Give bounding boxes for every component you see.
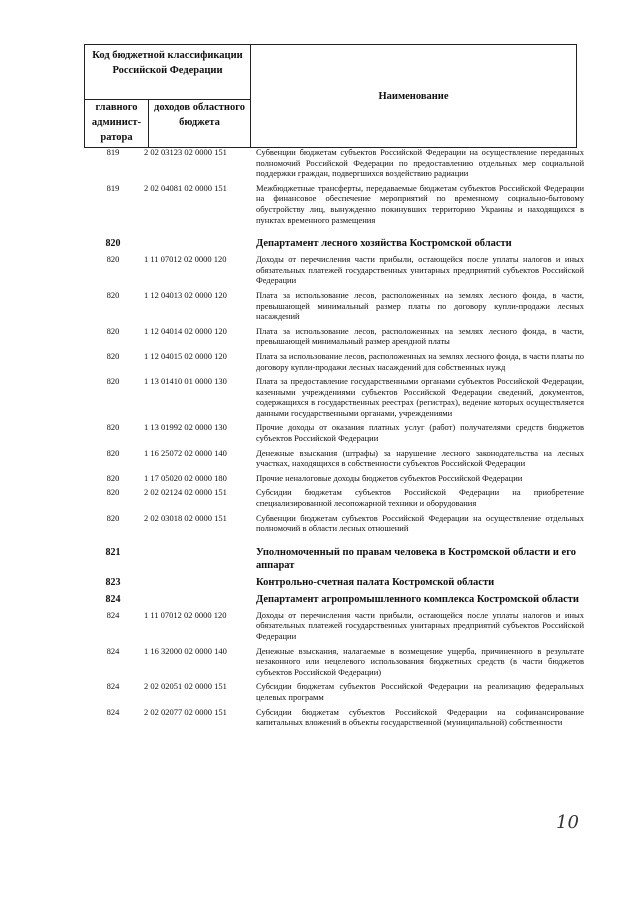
admin-code: 824 xyxy=(106,645,120,656)
table-row xyxy=(84,351,584,372)
income-code: 1 13 01410 01 0000 130 xyxy=(144,376,227,387)
income-code: 2 02 04081 02 0000 151 xyxy=(144,182,227,193)
row-name: Плата за использование лесов, расположенных на землях лесного фонда, в части, превышающей минимальный размер арендной платы xyxy=(256,325,584,347)
header-income: доходов областного бюджета xyxy=(154,102,245,128)
row-name: Прочие неналоговые доходы бюджетов субъектов Российской Федерации xyxy=(256,472,523,483)
header-code-group: Код бюджетной классификации Российской Федерации xyxy=(92,50,243,76)
income-code: 2 02 03018 02 0000 151 xyxy=(144,512,227,523)
admin-code: 820 xyxy=(106,487,120,498)
admin-code: 824 xyxy=(106,706,120,717)
header-name: Наименование xyxy=(378,91,449,102)
row-name: Уполномоченный по правам человека в Костромской области и его аппарат xyxy=(256,546,576,571)
table-row xyxy=(84,681,584,702)
header-main-admin: главного админист-ратора xyxy=(91,102,142,143)
department-row xyxy=(84,593,584,606)
income-code xyxy=(142,237,254,250)
row-name: Плата за предоставление государственными органами субъектов Российской Федерации, казенными учреждениями субъектов Российской Федерации сведений, документов, содержащихся в государственных реестрах (регистрах), ведение которых осуществляется данными государственными органами, учреждениями xyxy=(256,376,584,418)
row-name: Субсидии бюджетам субъектов Российской Федерации на приобретение специализированной лесопожарной техники и оборудования xyxy=(256,487,584,509)
row-name: Департамент лесного хозяйства Костромской области xyxy=(256,238,512,250)
admin-code: 824 xyxy=(106,681,120,692)
income-code: 2 02 02077 02 0000 151 xyxy=(144,706,227,717)
admin-code: 820 xyxy=(106,325,120,336)
row-name: Межбюджетные трансферты, передаваемые бюджетам субъектов Российской Федерации на финансовое обеспечение мероприятий по временному социально-бытовому обустройству лиц, вынужденно покинувших территорию Украины и находящихся в пунктах временного размещения xyxy=(256,182,584,225)
admin-code: 819 xyxy=(106,182,120,193)
row-name: Департамент агропромышленного комплекса Костромской области xyxy=(256,593,579,605)
table-row xyxy=(84,290,584,322)
income-code: 1 13 01992 02 0000 130 xyxy=(144,422,227,433)
department-row xyxy=(84,237,584,250)
row-name: Субсидии бюджетам субъектов Российской Федерации на реализацию федеральных целевых программ xyxy=(256,681,584,702)
row-name: Доходы от перечисления части прибыли, остающейся после уплаты налогов и иных обязательных платежей государственных унитарных предприятий субъектов Российской Федерации xyxy=(256,609,584,641)
income-code xyxy=(142,546,254,572)
table-row xyxy=(84,254,584,286)
row-name: Прочие доходы от оказания платных услуг (работ) получателями средств бюджетов субъектов Российской Федерации xyxy=(256,422,584,444)
table-row xyxy=(84,707,584,728)
row-name: Денежные взыскания (штрафы) за нарушение лесного законодательства на лесных участках, находящихся в собственности субъектов Российской Федерации xyxy=(256,447,584,469)
admin-code: 820 xyxy=(105,238,121,250)
admin-code: 820 xyxy=(106,289,120,300)
table-row xyxy=(84,610,584,642)
income-code: 2 02 02051 02 0000 151 xyxy=(144,681,227,692)
income-code: 1 16 32000 02 0000 140 xyxy=(144,645,227,656)
admin-code: 824 xyxy=(106,609,120,620)
department-row xyxy=(84,546,584,572)
table-row xyxy=(84,513,584,534)
income-code: 1 12 04013 02 0000 120 xyxy=(144,289,227,300)
income-code: 1 11 07012 02 0000 120 xyxy=(144,609,227,620)
admin-code: 820 xyxy=(106,447,120,458)
row-name: Плата за использование лесов, расположенных на землях лесного фонда, в части, превышающей минимальный размер платы по договору купли-продажи лесных насаждений xyxy=(256,289,584,322)
table-row xyxy=(84,376,584,418)
table-row xyxy=(84,147,584,179)
row-name: Субвенции бюджетам субъектов Российской Федерации на осуществление переданных полномочий Российской Федерации по предоставлению отдельных мер социальной поддержки граждан, подвергшихся воздействию радиации xyxy=(256,147,584,179)
admin-code: 820 xyxy=(106,512,120,523)
admin-code: 823 xyxy=(105,576,121,588)
admin-code: 820 xyxy=(106,472,120,483)
row-name: Контрольно-счетная палата Костромской области xyxy=(256,576,495,588)
income-code: 1 11 07012 02 0000 120 xyxy=(144,254,227,265)
income-code: 1 12 04014 02 0000 120 xyxy=(144,325,227,336)
table-header xyxy=(84,44,577,148)
table-row xyxy=(84,473,584,484)
table-row xyxy=(84,487,584,508)
row-name: Субвенции бюджетам субъектов Российской Федерации на осуществление отдельных полномочий в области лесных отношений xyxy=(256,512,584,534)
income-code: 2 02 02124 02 0000 151 xyxy=(144,487,227,498)
row-name: Доходы от перечисления части прибыли, остающейся после уплаты налогов и иных обязательных платежей государственных унитарных предприятий субъектов Российской Федерации xyxy=(256,254,584,286)
income-code: 2 02 03123 02 0000 151 xyxy=(144,147,227,157)
row-name: Субсидии бюджетам субъектов Российской Федерации на софинансирование капитальных вложений в объекты государственной (муниципальной) собственности xyxy=(256,706,584,728)
admin-code: 821 xyxy=(105,546,121,558)
department-row xyxy=(84,576,584,589)
income-code xyxy=(142,593,254,606)
admin-code: 820 xyxy=(106,350,120,361)
income-code: 1 16 25072 02 0000 140 xyxy=(144,447,227,458)
page-number: 10 xyxy=(556,812,579,833)
admin-code: 820 xyxy=(106,422,120,433)
row-name: Денежные взыскания, налагаемые в возмещение ущерба, причиненного в результате незаконного или нецелевого использования бюджетных средств (в части бюджетов субъектов Российской Федерации) xyxy=(256,645,584,677)
admin-code: 820 xyxy=(106,254,120,265)
row-name: Плата за использование лесов, расположенных на землях лесного фонда, в части платы по договору купли-продажи лесных насаждений для собственных нужд xyxy=(256,350,584,372)
admin-code: 819 xyxy=(106,147,120,157)
admin-code: 824 xyxy=(105,593,121,605)
table-row xyxy=(84,183,584,225)
income-code: 1 12 04015 02 0000 120 xyxy=(144,350,227,361)
table-row xyxy=(84,422,584,443)
admin-code: 820 xyxy=(106,376,120,387)
table-row xyxy=(84,448,584,469)
table-row xyxy=(84,326,584,347)
income-code: 1 17 05020 02 0000 180 xyxy=(144,472,227,483)
income-code xyxy=(142,576,254,589)
table-body xyxy=(84,147,584,728)
table-row xyxy=(84,646,584,678)
